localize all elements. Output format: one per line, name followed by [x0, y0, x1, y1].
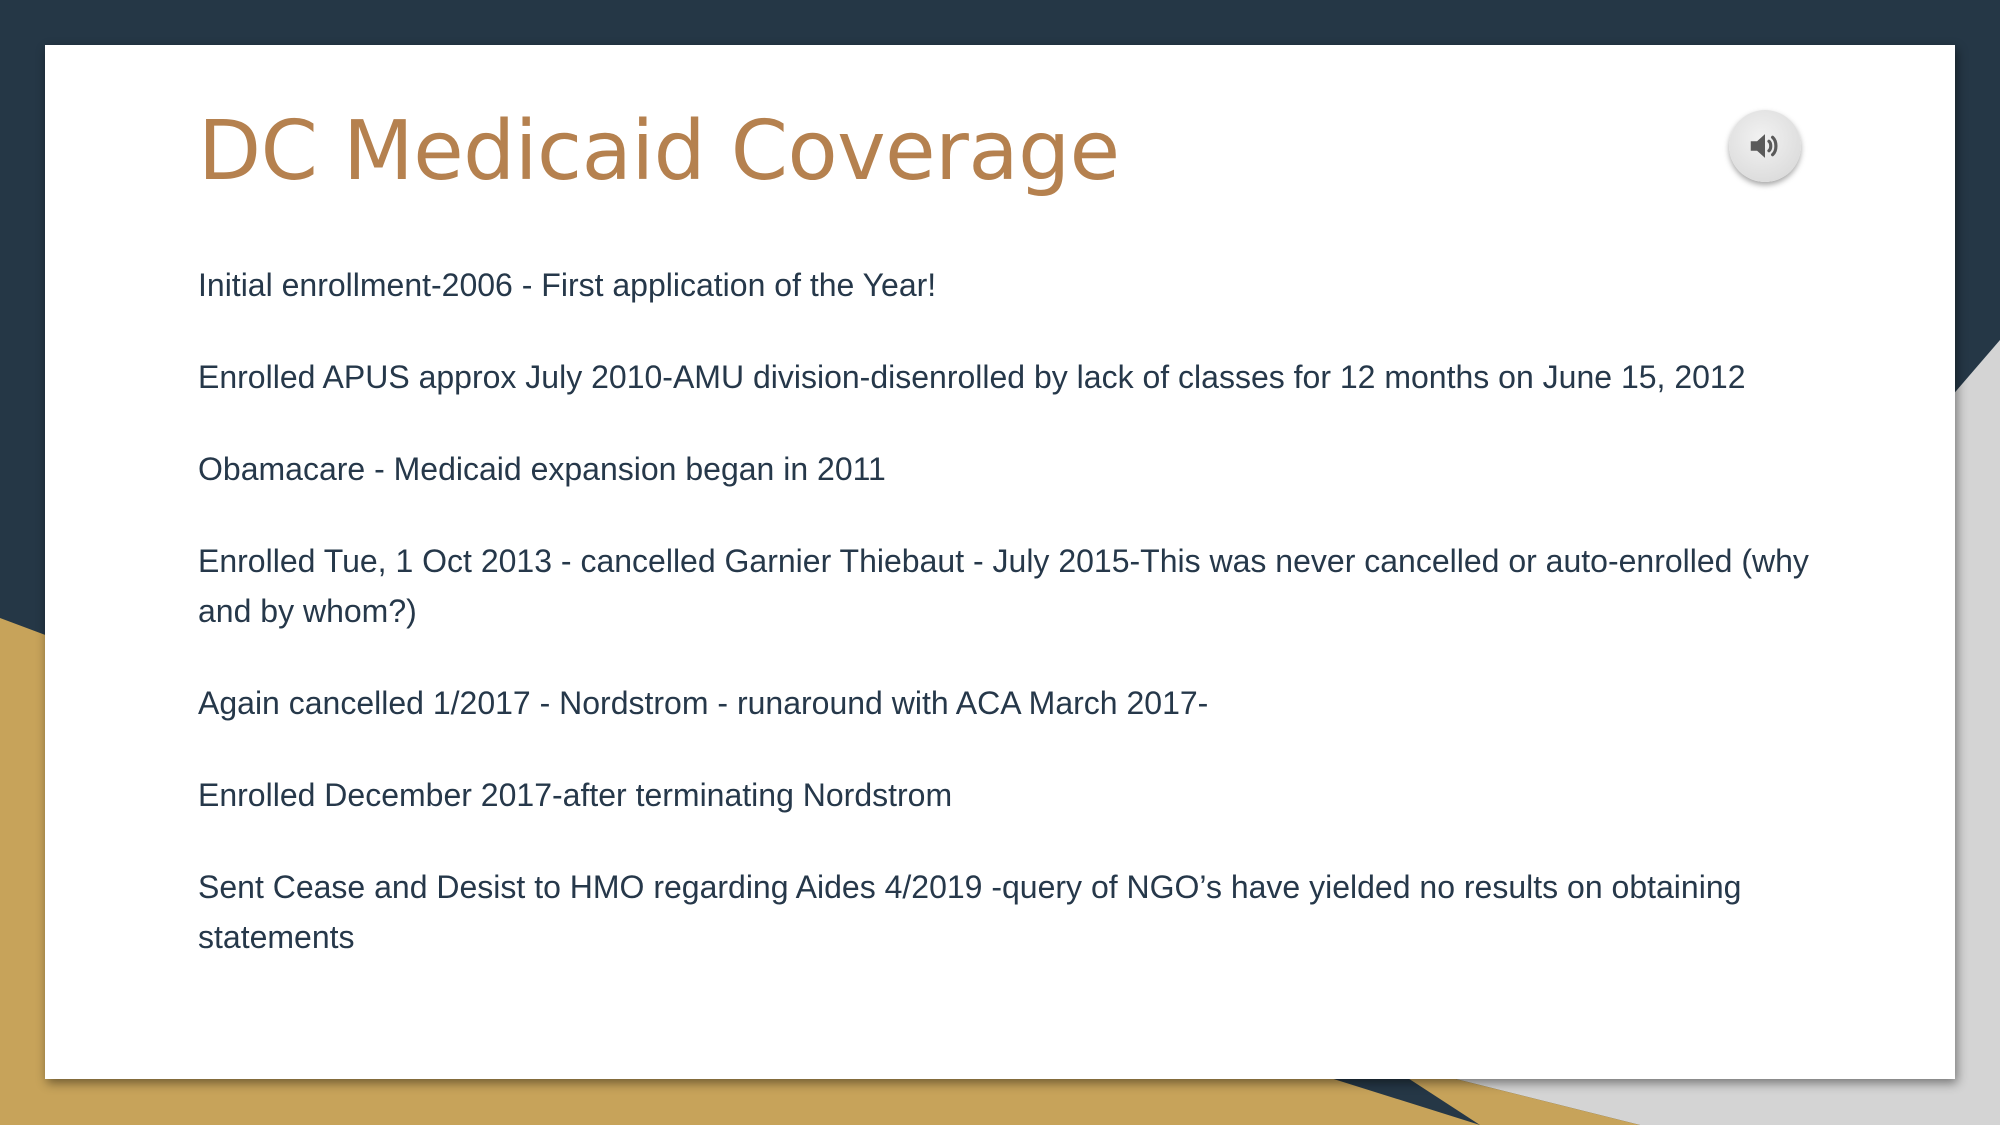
- paragraph-apus-enrollment: Enrolled APUS approx July 2010-AMU division-disenrolled by lack of classes for 12 months on June 15, 2012: [198, 359, 1746, 395]
- paragraph-cease-and-desist: Sent Cease and Desist to HMO regarding Aides 4/2019 -query of NGO’s have yielded no results on obtaining statements: [198, 869, 1742, 955]
- paragraph-2017-cancellation: Again cancelled 1/2017 - Nordstrom - runaround with ACA March 2017-: [198, 685, 1209, 721]
- speaker-icon: [1746, 127, 1784, 165]
- slide-title: DC Medicaid Coverage: [198, 104, 1120, 199]
- paragraph-december-2017-enrollment: Enrolled December 2017-after terminating Nordstrom: [198, 777, 953, 813]
- paragraph-2013-enrollment: Enrolled Tue, 1 Oct 2013 - cancelled Garnier Thiebaut - July 2015-This was never cancelled or auto-enrolled (why and by whom?): [198, 543, 1809, 629]
- slide-card: [45, 45, 1955, 1079]
- slide-body: [198, 260, 1838, 1004]
- paragraph-initial-enrollment: Initial enrollment-2006 - First application of the Year!: [198, 267, 937, 303]
- audio-button[interactable]: [1729, 110, 1801, 182]
- paragraph-medicaid-expansion: Obamacare - Medicaid expansion began in 2011: [198, 451, 886, 487]
